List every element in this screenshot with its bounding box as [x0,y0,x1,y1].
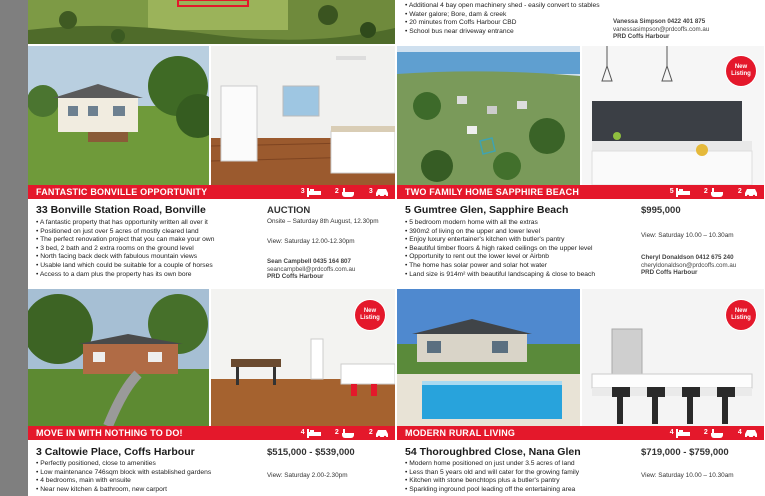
feature-bullet: • 5 bedroom modern home with all the extras [405,219,641,228]
car-icon [375,429,389,438]
listing-3-features [301,426,389,440]
bath-count: 2 [334,429,339,436]
feature-bullet: • Beautiful timber floors & high raked ceilings on the upper level [405,245,641,254]
listing-2-features [670,185,758,199]
bed-feature [670,185,690,199]
listing-1-banner-text: FANTASTIC BONVILLE OPPORTUNITY [36,187,208,197]
bath-count: 2 [703,429,708,436]
agent-office: PRD Coffs Harbour [613,33,670,41]
bonville-house-photo [28,46,209,185]
bed-icon [676,188,690,197]
car-icon [744,429,758,438]
car-feature [369,185,389,199]
bed-count: 3 [300,188,305,195]
bath-icon [710,188,724,197]
listing-2-features-list [405,219,641,279]
sapphire-aerial-photo [397,46,580,185]
listing-4-banner [397,426,764,440]
feature-bullet: • 4 bedrooms, main with ensuite [36,477,264,486]
agent-email[interactable]: seancampbell@prdcoffs.com.au [267,265,356,273]
new-listing-badge: New Listing [726,56,756,86]
feature-bullet: • Kitchen with stone benchtops plus a butler's pantry [405,477,641,486]
feature-bullet: • 20 minutes from Coffs Harbour CBD [405,19,605,28]
listing-1-banner [28,185,395,199]
agent-email[interactable]: cheryldonaldson@prdcoffs.com.au [641,261,737,269]
feature-bullet: • 390m2 of living on the upper and lower level [405,228,641,237]
left-column [28,0,395,496]
agent-office: PRD Coffs Harbour [267,273,324,281]
bath-feature [704,426,724,440]
feature-bullet: • 3 bed, 2 bath and 2 extra rooms on the ground level [36,245,264,254]
bed-count: 5 [669,188,674,195]
bath-count: 2 [334,188,339,195]
listing-1-features-list [36,219,264,279]
feature-bullet: • Usable land which could be suitable for a couple of horses [36,262,264,271]
listing-4-features [670,426,758,440]
listing-3-price: $515,000 - $539,000 [267,447,355,458]
listing-2-inspection: View: Saturday 10.00 – 10.30am [641,232,734,239]
listing-1-agent [267,258,355,281]
agent-office: PRD Coffs Harbour [641,269,698,277]
feature-bullet: • North facing back deck with fabulous mountain views [36,253,264,262]
feature-bullet: • Land size is 914m² with beautiful landscaping & close to beach [405,271,641,280]
listing-4-inspection: View: Saturday 10.00 – 10.30am [641,472,734,479]
car-count: 2 [368,429,373,436]
bed-feature [670,426,690,440]
listing-1-auction-date: Onsite – Saturday 8th August, 12.30pm [267,218,379,225]
caltowie-house-photo [28,289,209,426]
bath-count: 2 [703,188,708,195]
feature-bullet: • Perfectly positioned, close to amenities [36,460,264,469]
feature-bullet: • Positioned on just over 5 acres of mostly cleared land [36,228,264,237]
car-feature [738,426,758,440]
feature-bullet: • The perfect renovation project that you can make your own [36,236,264,245]
new-listing-badge: New Listing [355,300,385,330]
car-count: 2 [737,188,742,195]
listing-1-title: 33 Bonville Station Road, Bonville [36,204,206,216]
listing-2-banner [397,185,764,199]
listing-3-banner [28,426,395,440]
agent-name: Cheryl Donaldson 0412 675 240 [641,254,734,261]
listing-4-price: $719,000 - $759,000 [641,447,729,458]
car-icon [744,188,758,197]
feature-bullet: • The home has solar power and solar hot water [405,262,641,271]
bed-count: 4 [669,429,674,436]
new-listing-badge: New Listing [726,300,756,330]
listing-3-title: 3 Caltowie Place, Coffs Harbour [36,446,195,458]
listing-1-price: AUCTION [267,205,311,216]
car-icon [375,188,389,197]
agent-name: Vanessa Simpson 0422 401 875 [613,18,706,25]
bath-feature [335,426,355,440]
feature-bullet: • School bus near driveway entrance [405,28,605,37]
feature-bullet: • Access to a dam plus the property has its own bore [36,271,264,280]
bed-count: 4 [300,429,305,436]
top-agent [613,18,709,41]
car-count: 3 [368,188,373,195]
agent-name: Sean Campbell 0435 164 807 [267,258,351,265]
listing-2-agent [641,254,736,277]
bath-feature [335,185,355,199]
listing-2-banner-text: TWO FAMILY HOME SAPPHIRE BEACH [405,187,580,197]
feature-bullet: • Modern home positioned on just under 3.5 acres of land [405,460,641,469]
listing-1-features [301,185,389,199]
top-aerial-photo [28,0,395,44]
listing-4-features-list [405,460,641,494]
feature-bullet: • Sparkling inground pool leading off the entertaining area [405,486,641,495]
listing-4-banner-text: MODERN RURAL LIVING [405,428,516,438]
agent-email[interactable]: vanessasimpson@prdcoffs.com.au [613,25,710,33]
property-listings-page [28,0,765,496]
car-count: 4 [737,429,742,436]
bath-icon [710,429,724,438]
feature-bullet: • Additional 4 bay open machinery shed - easily convert to stables [405,2,605,11]
bed-icon [676,429,690,438]
feature-bullet: • Enjoy luxury entertainer's kitchen with butler's pantry [405,236,641,245]
listing-3-features-list [36,460,264,494]
bath-icon [341,188,355,197]
feature-bullet: • Opportunity to rent out the lower level or Airbnb [405,253,641,262]
listing-2-title: 5 Gumtree Glen, Sapphire Beach [405,204,569,216]
feature-bullet: • A fantastic property that has opportunity written all over it [36,219,264,228]
feature-bullet: • Low maintenance 746sqm block with established gardens [36,469,264,478]
listing-1-inspection: View: Saturday 12.00-12.30pm [267,238,355,245]
feature-bullet: • Less than 5 years old and will cater for the growing family [405,469,641,478]
feature-bullet: • Water galore; Bore, dam & creek [405,11,605,20]
bed-feature [301,185,321,199]
bath-icon [341,429,355,438]
listing-3-banner-text: MOVE IN WITH NOTHING TO DO! [36,428,183,438]
bed-feature [301,426,321,440]
listing-4-title: 54 Thoroughbred Close, Nana Glen [405,446,581,458]
nana-glen-pool-photo [397,289,580,426]
bed-icon [307,429,321,438]
bath-feature [704,185,724,199]
top-features-list [405,2,605,36]
bonville-kitchen-photo [211,46,395,185]
car-feature [369,426,389,440]
feature-bullet: • Near new kitchen & bathroom, new carport [36,486,264,495]
right-column [397,0,764,496]
listing-2-price: $995,000 [641,205,681,216]
listing-3-inspection: View: Saturday 2.00-2.30pm [267,472,348,479]
bed-icon [307,188,321,197]
car-feature [738,185,758,199]
